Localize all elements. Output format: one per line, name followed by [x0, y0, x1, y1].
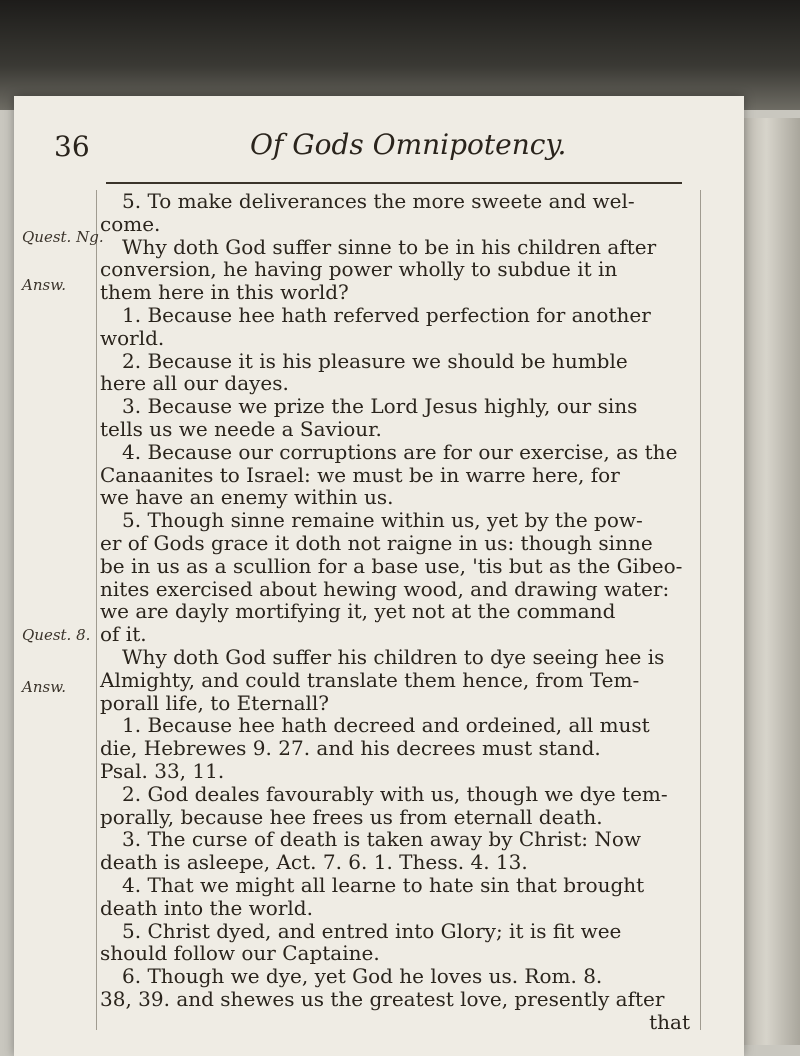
- page-number: 36: [54, 130, 90, 163]
- text-line: 3. The curse of death is taken away by Christ: Now: [122, 827, 642, 852]
- text-line: porall life, to Eternall?: [100, 690, 330, 715]
- text-line: 4. Because our corruptions are for our exercise, as the: [122, 439, 678, 464]
- text-line: world.: [100, 325, 165, 350]
- text-line: Why doth God suffer his children to dye seeing hee is: [122, 644, 665, 669]
- text-line: porally, because hee frees us from eternall death.: [100, 804, 603, 829]
- text-line: 5. Christ dyed, and entred into Glory; it is fit wee: [122, 918, 622, 943]
- running-title: Of Gods Omnipotency.: [250, 128, 567, 161]
- text-line: here all our dayes.: [100, 371, 289, 396]
- margin-note: Quest. Ng.: [22, 228, 104, 246]
- text-line: should follow our Captaine.: [100, 941, 380, 966]
- text-line: nites exercised about hewing wood, and drawing water:: [100, 576, 670, 601]
- margin-note: Quest. 8.: [22, 626, 91, 644]
- text-line: 38, 39. and shewes us the greatest love, presently after: [100, 986, 665, 1011]
- header-rule: [106, 182, 682, 184]
- text-line: 2. God deales favourably with us, though we dye tem-: [122, 781, 668, 806]
- text-line: of it.: [100, 622, 147, 647]
- text-line: Canaanites to Israel: we must be in warre here, for: [100, 462, 620, 487]
- margin-rule-left: [96, 190, 97, 1030]
- text-line: 3. Because we prize the Lord Jesus highly, our sins: [122, 394, 638, 419]
- text-line: come.: [100, 211, 161, 236]
- text-line: 4. That we might all learne to hate sin that brought: [122, 872, 645, 897]
- text-line: er of Gods grace it doth not raigne in us: though sinne: [100, 530, 653, 555]
- text-line: 2. Because it is his pleasure we should be humble: [122, 348, 628, 373]
- margin-note: Answ.: [22, 276, 67, 294]
- body-text: [100, 190, 690, 1033]
- text-line: 6. Though we dye, yet God he loves us. Rom. 8.: [122, 964, 603, 989]
- text-line: conversion, he having power wholly to subdue it in: [100, 257, 618, 282]
- text-line: death is asleepe, Act. 7. 6. 1. Thess. 4. 13.: [100, 850, 528, 875]
- text-line: death into the world.: [100, 895, 313, 920]
- text-line: die, Hebrewes 9. 27. and his decrees must stand.: [100, 736, 601, 761]
- dark-background: [0, 0, 800, 110]
- margin-note: Answ.: [22, 678, 67, 696]
- text-line: tells us we neede a Saviour.: [100, 416, 382, 441]
- text-line: 1. Because hee hath decreed and ordeined, all must: [122, 713, 650, 738]
- text-line: 5. Though sinne remaine within us, yet by the pow-: [122, 508, 643, 533]
- facing-page-edge: [744, 118, 800, 1045]
- text-line: them here in this world?: [100, 280, 349, 305]
- text-line: be in us as a scullion for a base use, 'tis but as the Gibeo-: [100, 553, 683, 578]
- text-line: Almighty, and could translate them hence, from Tem-: [100, 667, 640, 692]
- text-line: we have an enemy within us.: [100, 485, 394, 510]
- margin-rule-right: [700, 190, 701, 1030]
- text-line: that: [649, 1009, 690, 1034]
- text-line: Why doth God suffer sinne to be in his children after: [122, 234, 657, 259]
- text-line: we are dayly mortifying it, yet not at the command: [100, 599, 616, 624]
- text-line: Psal. 33, 11.: [100, 758, 225, 783]
- text-line: 5. To make deliverances the more sweete and wel-: [122, 189, 635, 213]
- text-line: 1. Because hee hath referved perfection for another: [122, 302, 651, 327]
